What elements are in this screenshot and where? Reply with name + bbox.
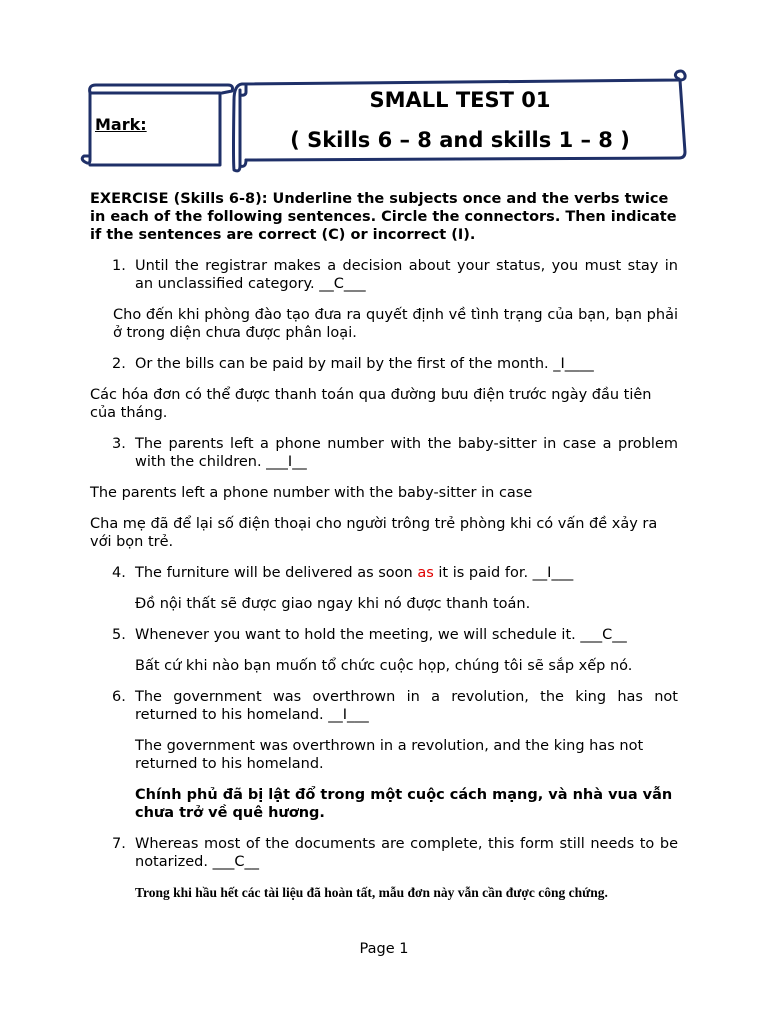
item-correction: The parents left a phone number with the baby-sitter in case [90, 485, 533, 501]
exercise-item-6 [90, 688, 678, 724]
item-sentence: Whereas most of the documents are complete, this form still needs to be notarized. ___C__ [135, 836, 678, 870]
exercise-item-7 [90, 835, 678, 871]
item-number: 2. [112, 356, 126, 372]
item-sentence: Until the registrar makes a decision about your status, you must stay in an unclassified category. __C___ [135, 258, 678, 292]
item-correction: The government was overthrown in a revolution, and the king has not returned to his homeland. [135, 738, 644, 772]
exercise-item-4 [90, 564, 678, 582]
item-translation: Cho đến khi phòng đào tạo đưa ra quyết định về tình trạng của bạn, bạn phải ở trong diện chưa được phân loại. [113, 307, 678, 341]
item-translation: Các hóa đơn có thể được thanh toán qua đường bưu điện trước ngày đầu tiên của tháng. [90, 387, 652, 421]
item-sentence: Whenever you want to hold the meeting, we will schedule it. ___C__ [135, 627, 627, 643]
item-translation: Trong khi hầu hết các tài liệu đã hoàn tất, mẫu đơn này vẫn cần được công chứng. [135, 885, 608, 900]
exercise-instruction: EXERCISE (Skills 6-8): Underline the subjects once and the verbs twice in each of the following sentences. Circle the connectors. Then indicate if the sentences are correct (C) or incorrect (I). [90, 191, 677, 243]
exercise-content [90, 190, 678, 915]
item-number: 5. [112, 627, 126, 643]
item-number: 1. [112, 258, 126, 274]
item-number: 7. [112, 836, 126, 852]
item-sentence: The parents left a phone number with the baby-sitter in case a problem with the children. ___I__ [135, 436, 678, 470]
item-sentence: Or the bills can be paid by mail by the first of the month. _I____ [135, 356, 594, 372]
exercise-item-5 [90, 626, 678, 644]
exercise-item-2 [90, 355, 678, 373]
mark-label: Mark: [95, 115, 147, 134]
item-number: 6. [112, 689, 126, 705]
test-title: SMALL TEST 01 [369, 88, 551, 112]
exercise-item-1 [90, 257, 678, 293]
item-number: 4. [112, 565, 126, 581]
item-translation: Đồ nội thất sẽ được giao ngay khi nó được thanh toán. [135, 596, 531, 612]
highlighted-connector: as [417, 565, 434, 581]
item-translation: Chính phủ đã bị lật đổ trong một cuộc cách mạng, và nhà vua vẫn chưa trở về quê hương. [135, 787, 673, 821]
item-sentence-part: The furniture will be delivered as soon [135, 565, 418, 581]
test-subtitle: ( Skills 6 – 8 and skills 1 – 8 ) [290, 128, 630, 152]
item-number: 3. [112, 436, 126, 452]
item-translation: Cha mẹ đã để lại số điện thoại cho người trông trẻ phòng khi có vấn đề xảy ra với bọn trẻ. [90, 516, 658, 550]
exercise-item-3 [90, 435, 678, 471]
page-number: Page 1 [359, 941, 409, 957]
item-sentence-part: it is paid for. __I___ [433, 565, 574, 581]
item-translation: Bất cứ khi nào bạn muốn tổ chức cuộc họp, chúng tôi sẽ sắp xếp nó. [135, 658, 633, 674]
item-sentence: The government was overthrown in a revolution, the king has not returned to his homeland. __I___ [135, 689, 678, 723]
